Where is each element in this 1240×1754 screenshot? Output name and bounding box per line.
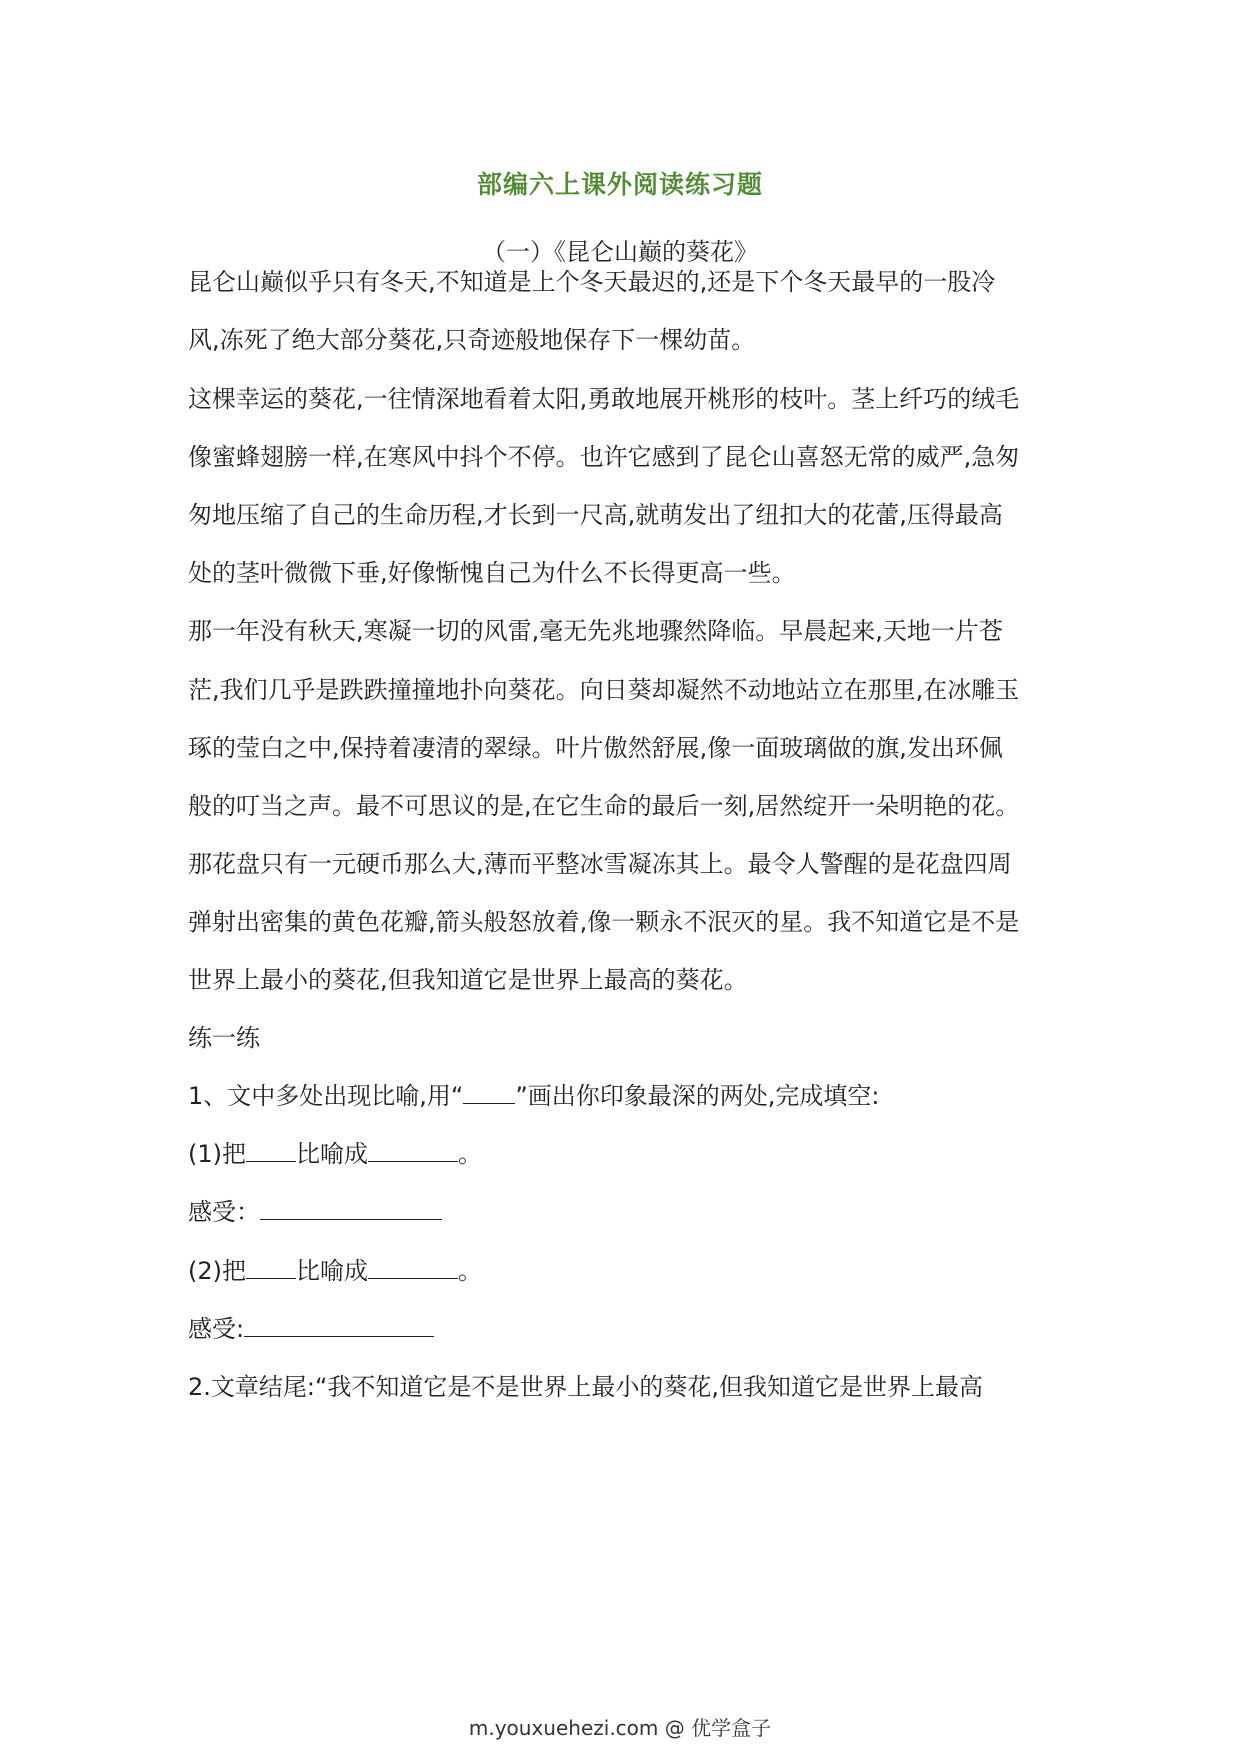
passage-line: 般的叮当之声。最不可思议的是,在它生命的最后一刻,居然绽开一朵明艳的花。 — [188, 792, 1020, 820]
footer-watermark: m.youxuehezi.com @ 优学盒子 — [468, 1716, 772, 1740]
passage-title: （一）《昆仑山巅的葵花》 — [482, 238, 758, 266]
document-title: 部编六上课外阅读练习题 — [476, 170, 763, 199]
item-2-middle: 比喻成 — [296, 1257, 368, 1285]
passage-line: 那花盘只有一元硬币那么大,薄而平整冰雪凝冻其上。最令人警醒的是花盘四周 — [188, 850, 1012, 878]
passage-line: 匆地压缩了自己的生命历程,才长到一尺高,就萌发出了纽扣大的花蕾,压得最高 — [188, 501, 1003, 529]
passage-line: 处的茎叶微微下垂,好像惭愧自己为什么不长得更高一些。 — [188, 559, 796, 587]
passage-line: 这棵幸运的葵花,一往情深地看着太阳,勇敢地展开桃形的枝叶。茎上纤巧的绒毛 — [188, 385, 1020, 413]
item-1-middle: 比喻成 — [296, 1140, 368, 1168]
question-1-prompt — [188, 1079, 880, 1113]
fill-blank-object-2[interactable] — [368, 1254, 458, 1279]
feeling-2-label: 感受: — [188, 1315, 245, 1343]
passage-line: 茫,我们几乎是跌跌撞撞地扑向葵花。向日葵却凝然不动地站立在那里,在冰雕玉 — [188, 676, 1020, 704]
question-1-prompt-start: 1、文中多处出现比喻,用“ — [188, 1082, 464, 1110]
item-1-prefix: (1)把 — [188, 1140, 246, 1168]
fill-blank-feeling-1[interactable] — [260, 1195, 442, 1220]
feeling-2-line — [188, 1312, 434, 1346]
feeling-1-label: 感受： — [188, 1198, 260, 1226]
question-2-prompt: 2.文章结尾:“我不知道它是不是世界上最小的葵花,但我知道它是世界上最高 — [188, 1373, 984, 1401]
fill-blank-object-1[interactable] — [368, 1137, 458, 1162]
item-1-end: 。 — [458, 1140, 482, 1168]
question-1-prompt-end: ”画出你印象最深的两处,完成填空: — [515, 1082, 880, 1110]
question-1-item-1 — [188, 1137, 482, 1171]
fill-blank-subject-2[interactable] — [246, 1254, 296, 1279]
question-1-item-2 — [188, 1254, 482, 1288]
passage-line: 像蜜蜂翅膀一样,在寒风中抖个不停。也许它感到了昆仑山喜怒无常的威严,急匆 — [188, 443, 1020, 471]
exercise-heading: 练一练 — [188, 1024, 260, 1052]
passage-line: 风,冻死了绝大部分葵花,只奇迹般地保存下一棵幼苗。 — [188, 326, 756, 354]
item-2-end: 。 — [458, 1257, 482, 1285]
item-2-prefix: (2)把 — [188, 1257, 246, 1285]
passage-line: 琢的莹白之中,保持着凄清的翠绿。叶片傲然舒展,像一面玻璃做的旗,发出环佩 — [188, 734, 1003, 762]
fill-blank-feeling-2[interactable] — [244, 1312, 434, 1337]
feeling-1-line — [188, 1195, 442, 1229]
passage-line: 那一年没有秋天,寒凝一切的风雷,毫无先兆地骤然降临。早晨起来,天地一片苍 — [188, 617, 1003, 645]
underline-sample — [463, 1079, 515, 1104]
passage-line: 昆仑山巅似乎只有冬天,不知道是上个冬天最迟的,还是下个冬天最早的一股冷 — [188, 268, 996, 296]
fill-blank-subject-1[interactable] — [246, 1137, 296, 1162]
passage-line: 世界上最小的葵花,但我知道它是世界上最高的葵花。 — [188, 966, 748, 994]
passage-line: 弹射出密集的黄色花瓣,箭头般怒放着,像一颗永不泯灭的星。我不知道它是不是 — [188, 908, 1020, 936]
